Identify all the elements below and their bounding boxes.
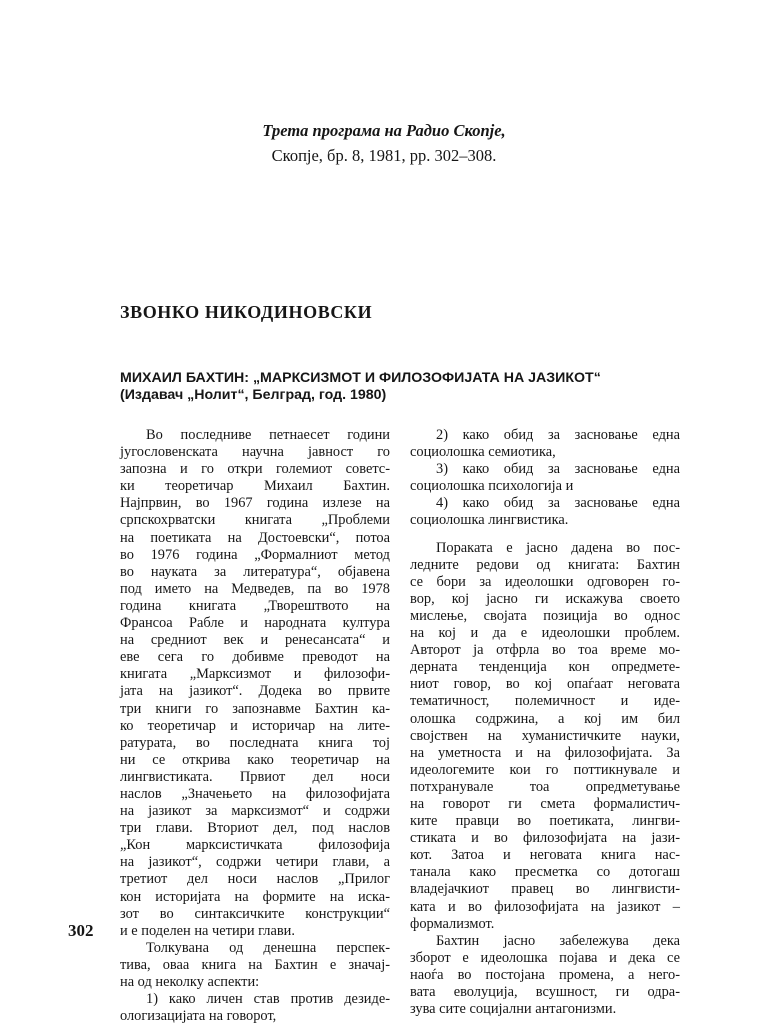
text-line: Најпрвин, во 1967 година излезе на [120, 495, 390, 512]
author-name: ЗВОНКО НИКОДИНОВСКИ [120, 302, 373, 322]
text-line: социолошка семиотика, [410, 444, 556, 461]
text-line: ките правци во поетиката, лингви- [410, 813, 680, 830]
text-line: еве сега го добивме преводот на [120, 649, 390, 666]
text-line: социолошка психологија и [410, 478, 574, 495]
text-line: на средниот век и ренесансата“ и [120, 632, 390, 649]
text-line: дерната тенденција кон опредмете- [410, 659, 680, 676]
text-line: идеологемите кои го поттикнувале и [410, 761, 680, 778]
text-line: мислење, својата позиција во однос [410, 607, 680, 624]
text-line: својствен на хуманистичките науки, [410, 727, 680, 744]
text-line: се бори за идеолошки одговорен го- [410, 573, 680, 590]
text-line: 1) како личен став против дезиде- [146, 991, 390, 1008]
source-issue: Скопје, бр. 8, 1981, pp. 302–308. [271, 146, 497, 165]
text-line: Толкувана од денешна перспек- [146, 939, 390, 956]
text-line: на говорот ги смета формалистич- [410, 795, 680, 812]
text-line: Пораката е јасно дадена во пос- [436, 539, 680, 556]
text-line: ратурата, во последната книга тој [120, 734, 390, 751]
text-line: Авторот ја отфрла во тоа време мо- [410, 642, 680, 659]
text-line: 4) како обид за засновање една [436, 495, 680, 512]
text-line: во науката за литература“, објавена [120, 563, 390, 580]
text-line: во 1976 година „Формалниот метод [120, 546, 390, 563]
text-line: три книги го запознавме Бахтин ка- [120, 700, 390, 717]
text-line: зот во синтаксичките конструкции“ [120, 905, 390, 922]
page-number: 302 [68, 921, 94, 940]
text-line: ниот говор, во кој опаѓаат неговата [410, 676, 680, 693]
text-line: на кој и да е идеолошки проблем. [410, 625, 680, 642]
text-line: наоѓа во постојана промена, а него- [410, 966, 680, 983]
text-line: танала како пресметка со дотогаш [410, 864, 680, 881]
text-line: и е поделен на четири глави. [120, 922, 295, 939]
text-line: на поетиката на Достоевски“, потоа [120, 529, 390, 546]
text-line: лингвистиката. Првиот дел носи [120, 768, 390, 785]
title-line-1: МИХАИЛ БАХТИН: „МАРКСИЗМОТ И ФИЛОЗОФИЈАТА НА ЈАЗИКОТ“ [120, 370, 601, 386]
text-line: вата еволуција, всушност, ги одра- [410, 984, 680, 1000]
text-line: олошка содржина, а кој им бил [410, 710, 680, 727]
text-line: вор, кој јасно ги искажува своето [410, 590, 680, 607]
text-line: ледните редови од книгата: Бахтин [410, 556, 680, 573]
text-line: кон историјата на формите на иска- [120, 888, 390, 905]
text-line: три глави. Вториот дел, под наслов [120, 820, 390, 837]
text-line: 2) како обид за засновање една [436, 427, 680, 443]
title-line-2: (Издавач „Нолит“, Белград, год. 1980) [120, 387, 387, 403]
text-line: зува сите социјални антагонизми. [410, 1001, 617, 1018]
text-line: јата на јазикот“. Додека во првите [120, 683, 390, 700]
source-journal: Трета програма на Радио Скопје, [262, 121, 506, 140]
text-line: потхранувале тоа опредметување [410, 778, 680, 795]
text-line: „Кон марксистичката филозофија [120, 837, 390, 854]
text-line: тива, оваа книга на Бахтин е значај- [120, 956, 390, 973]
text-line: кот. Затоа и неговата книга нас- [410, 847, 680, 864]
left-column [120, 427, 390, 1025]
text-line: Франсоа Рабле и народната култура [120, 615, 390, 632]
text-line: 3) како обид за засновање една [436, 461, 680, 478]
text-line: на од неколку аспекти: [120, 974, 260, 990]
text-line: тематичност, полемичност и иде- [410, 693, 680, 710]
text-line: ки теоретичар Михаил Бахтин. [120, 478, 390, 495]
text-line: Во последниве петнаесет години [146, 427, 390, 443]
text-line: југословенската научна јавност го [120, 444, 390, 461]
text-line: владејачкиот правец во лингвисти- [410, 881, 680, 898]
text-line: ко теоретичар и историчар на лите- [120, 717, 390, 734]
source-citation [0, 118, 768, 168]
text-line: на јазикот за марксизмот“ и содржи [120, 803, 390, 820]
text-line: запозна и го откри големиот советс- [120, 461, 390, 478]
text-line: на јазикот“, содржи четири глави, а [120, 854, 390, 871]
text-line: третиот дел носи наслов „Прилог [120, 871, 390, 888]
text-line: формализмот. [410, 915, 495, 932]
text-line: ката и во филозофијата на јазикот – [410, 898, 680, 915]
text-line: Бахтин јасно забележува дека [436, 932, 680, 949]
text-line: наслов „Значењето на филозофијата [120, 785, 390, 802]
text-line: српскохрватски книгата „Проблеми [120, 512, 390, 529]
text-line: ни се открива како теоретичар на [120, 751, 390, 768]
text-line: стиката и во филозофијата на јази- [410, 830, 680, 847]
text-line: социолошка лингвистика. [410, 512, 569, 529]
text-line: ологизацијата на говорот, [120, 1008, 277, 1025]
text-line: година книгата „Творештвото на [120, 597, 390, 614]
article-title [120, 370, 700, 404]
text-line: зборот е идеолошка појава и дека се [410, 949, 680, 966]
text-line: на уметноста и на филозофијата. За [410, 744, 680, 761]
text-line: книгата „Марксизмот и филозофи- [120, 666, 390, 683]
text-line: под името на Медведев, па во 1978 [120, 580, 390, 597]
right-column [410, 427, 680, 1018]
